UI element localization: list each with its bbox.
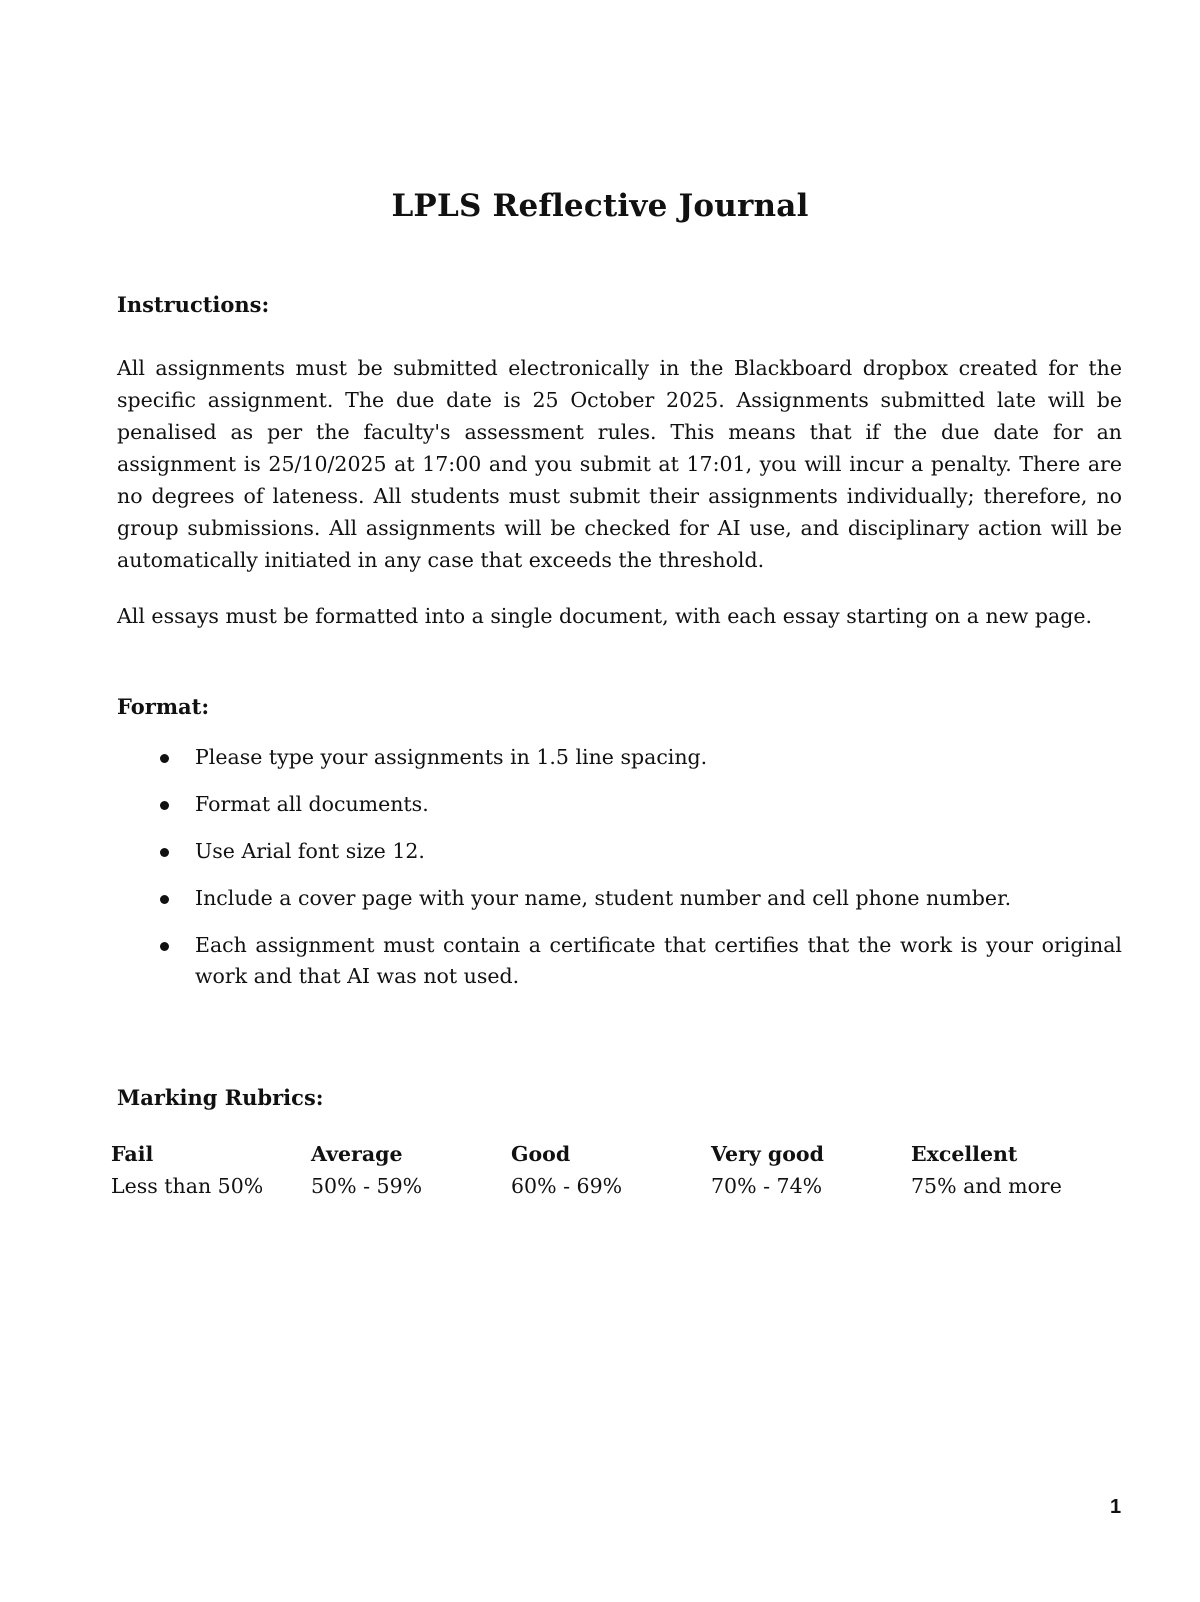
rubric-range-excellent: 75% and more — [911, 1174, 1062, 1198]
rubric-range-very-good: 70% - 74% — [711, 1174, 823, 1198]
format-item-text: Please type your assignments in 1.5 line spacing. — [195, 745, 708, 769]
format-item-text: Use Arial font size 12. — [195, 839, 425, 863]
instructions-paragraph: All assignments must be submitted electronically in the Blackboard dropbox created for the specific assignment. The due date is 25 October 2025. Assignments submitted late will be penalised as per the faculty's assessment rules. This means that if the due date for an assignment is 25/10/2025 at 17:00 and you submit at 17:01, you will incur a penalty. There are no degrees of lateness. All students must submit their assignments individually; therefore, no group submissions. All assignments will be checked for AI use, and disciplinary action will be automatically initiated in any case that exceeds the threshold. — [117, 356, 1122, 572]
bullet-icon — [160, 754, 169, 763]
page-number: 1 — [1110, 1496, 1122, 1518]
format-list-item — [117, 836, 1122, 867]
format-heading: Format: — [117, 694, 210, 719]
format-item-text: Each assignment must contain a certificate that certifies that the work is your original work and that AI was not used. — [195, 933, 1122, 988]
rubric-label-fail: Fail — [111, 1142, 154, 1166]
bullet-icon — [160, 848, 169, 857]
rubric-range-fail: Less than 50% — [111, 1174, 264, 1198]
rubrics-range-row — [111, 1170, 1111, 1202]
format-list-item — [117, 930, 1122, 992]
rubric-label-good: Good — [511, 1142, 571, 1166]
bullet-icon — [160, 801, 169, 810]
format-list — [117, 742, 1122, 1008]
rubric-range-good: 60% - 69% — [511, 1174, 623, 1198]
rubrics-header-row — [111, 1138, 1111, 1170]
format-list-item — [117, 883, 1122, 914]
rubric-label-excellent: Excellent — [911, 1142, 1018, 1166]
rubric-label-very-good: Very good — [711, 1142, 824, 1166]
instructions-heading: Instructions: — [117, 292, 270, 317]
format-list-item — [117, 789, 1122, 820]
essay-format-paragraph: All essays must be formatted into a single document, with each essay starting on a new page. — [117, 604, 1093, 628]
format-item-text: Include a cover page with your name, student number and cell phone number. — [195, 886, 1012, 910]
rubric-range-average: 50% - 59% — [311, 1174, 423, 1198]
rubrics-table — [111, 1138, 1111, 1202]
rubric-label-average: Average — [311, 1142, 403, 1166]
format-item-text: Format all documents. — [195, 792, 429, 816]
bullet-icon — [160, 895, 169, 904]
bullet-icon — [160, 942, 169, 951]
document-title: LPLS Reflective Journal — [391, 188, 809, 224]
rubrics-heading: Marking Rubrics: — [117, 1085, 324, 1110]
format-list-item — [117, 742, 1122, 773]
